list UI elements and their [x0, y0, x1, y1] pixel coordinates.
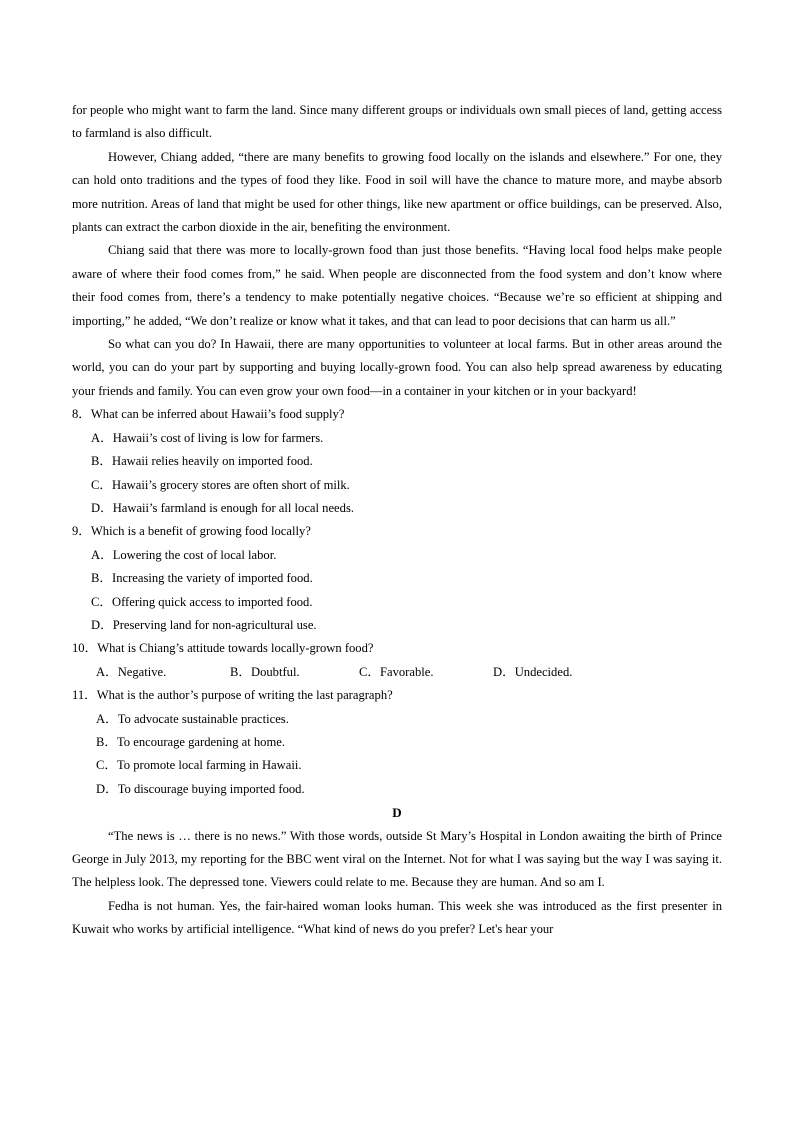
section-heading-d: D — [392, 805, 402, 821]
question-8-option-c: C．Hawaii’s grocery stores are often short of milk. — [91, 477, 350, 492]
question-9 — [72, 520, 722, 637]
question-10-option-b: B．Doubtful. — [230, 664, 300, 679]
question-11-option-c: C．To promote local farming in Hawaii. — [96, 758, 302, 773]
passage-d-paragraph-2: Fedha is not human. Yes, the fair-haired woman looks human. This week she was introduced as the first presenter in Kuwait who works by artificial intelligence. “What kind of news do you prefer? Let's hear your — [72, 898, 722, 937]
question-9-option-d: D．Preserving land for non-agricultural use. — [91, 617, 317, 632]
passage-c-paragraph-1: for people who might want to farm the land. Since many different groups or individuals own small pieces of land, getting access to farmland is also difficult. — [72, 103, 722, 141]
question-10-option-d: D．Undecided. — [493, 664, 573, 679]
passage-d-paragraph-1: “The news is … there is no news.” With those words, outside St Mary’s Hospital in London awaiting the birth of Prince George in July 2013, my reporting for the BBC went viral on the Internet. Not for what I was saying but the way I was saying it. The helpless look. The depressed tone. Viewers could relate to me. Because they are human. And so am I. — [72, 828, 722, 890]
question-8-stem: 8．What can be inferred about Hawaii’s food supply? — [72, 407, 345, 422]
question-8-option-b: B．Hawaii relies heavily on imported food. — [91, 454, 313, 469]
question-11-option-b: B．To encourage gardening at home. — [96, 734, 286, 749]
question-11 — [72, 684, 722, 801]
question-10-option-a: A．Negative. — [96, 664, 167, 679]
question-10-stem: 10．What is Chiang’s attitude towards locally-grown food? — [72, 641, 374, 656]
question-8-option-d: D．Hawaii’s farmland is enough for all local needs. — [91, 500, 354, 515]
question-8-option-a: A．Hawaii’s cost of living is low for farmers. — [91, 430, 324, 445]
passage-c-paragraph-4: So what can you do? In Hawaii, there are many opportunities to volunteer at local farms. But in other areas around the world, you can do your part by supporting and buying locally-grown food. You can also help spread awareness by educating your friends and family. You can even grow your own food—in a container in your kitchen or in your backyard! — [72, 337, 722, 398]
question-9-stem: 9．Which is a benefit of growing food locally? — [72, 524, 311, 539]
question-9-option-c: C．Offering quick access to imported food. — [91, 594, 313, 609]
question-11-stem: 11．What is the author’s purpose of writing the last paragraph? — [72, 688, 393, 703]
question-10-option-c: C．Favorable. — [359, 664, 434, 679]
passage-c-paragraph-2: However, Chiang added, “there are many benefits to growing food locally on the islands and elsewhere.” For one, they can hold onto traditions and the types of food they like. Food in soil will have the chance to mature more, and maybe absorb more nutrition. Areas of land that might be used for other things, like new apartment or office buildings, can be preserved. Also, plants can extract the carbon dioxide in the air, benefiting the environment. — [72, 149, 722, 235]
question-10-options — [96, 661, 722, 684]
passage-c-paragraph-3: Chiang said that there was more to locally-grown food than just those benefits. “Having local food helps make people aware of where their food comes from,” he said. When people are disconnected from the food system and don’t know where their food comes from, there’s a tendency to make potentially negative choices. “Because we’re so efficient at shipping and importing,” he added, “We don’t realize or know what it takes, and that can lead to poor decisions that can harm us all.” — [72, 243, 722, 328]
question-9-option-a: A．Lowering the cost of local labor. — [91, 547, 277, 562]
question-11-option-a: A．To advocate sustainable practices. — [96, 711, 289, 726]
question-8 — [72, 403, 722, 520]
question-10 — [72, 637, 722, 684]
question-9-option-b: B．Increasing the variety of imported food. — [91, 571, 313, 586]
question-11-option-d: D．To discourage buying imported food. — [96, 781, 305, 796]
